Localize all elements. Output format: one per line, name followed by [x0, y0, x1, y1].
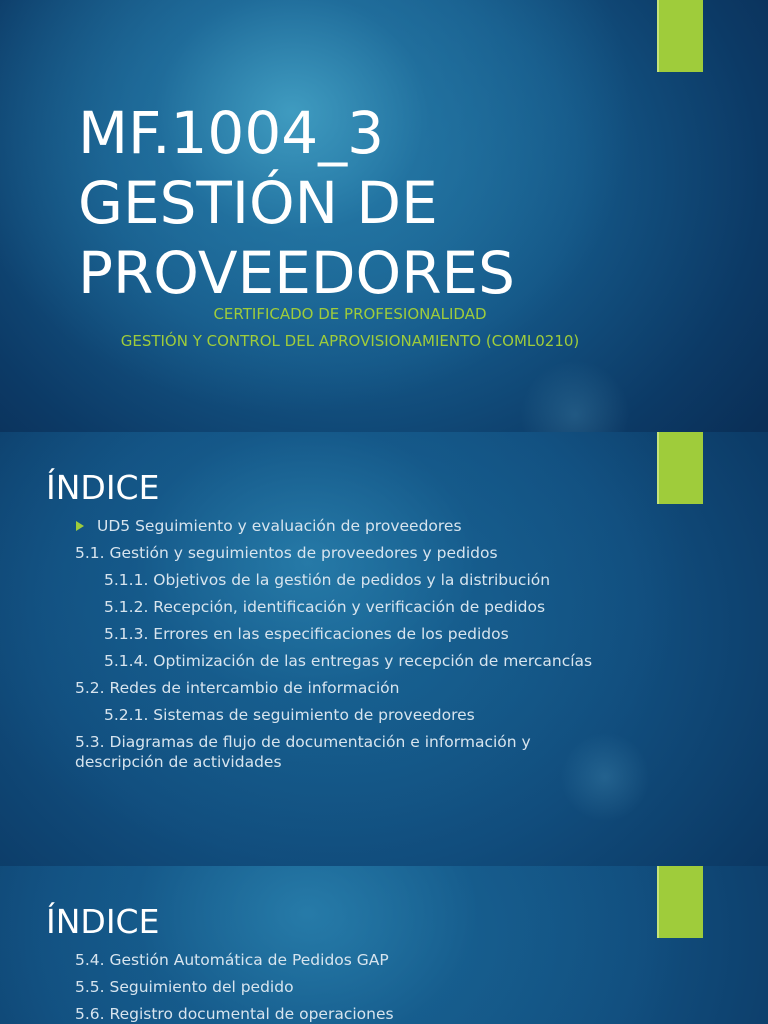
- accent-bar: [657, 866, 703, 938]
- index-slide-1[interactable]: [0, 432, 768, 866]
- index-heading: ÍNDICE: [46, 468, 160, 507]
- toc-item: [0, 651, 660, 671]
- toc-item-label: 5.2. Redes de intercambio de información: [75, 679, 400, 697]
- accent-bar: [657, 0, 703, 72]
- table-of-contents: [0, 516, 660, 779]
- toc-item: [0, 597, 660, 617]
- toc-item: [0, 543, 660, 563]
- toc-item: [0, 516, 660, 536]
- triangle-bullet-icon: [76, 521, 84, 531]
- index-slide-2[interactable]: [0, 866, 768, 1024]
- toc-item: [0, 1004, 660, 1024]
- title-slide[interactable]: [0, 0, 768, 432]
- toc-item: [0, 950, 660, 970]
- toc-item-label: 5.3. Diagramas de flujo de documentación e información y descripción de actividades: [75, 733, 531, 771]
- index-heading: ÍNDICE: [46, 902, 160, 941]
- toc-item-label: 5.6. Registro documental de operaciones: [75, 1005, 394, 1023]
- table-of-contents: [0, 950, 660, 1024]
- toc-item: [0, 705, 660, 725]
- toc-item: [0, 977, 660, 997]
- toc-item-label: 5.2.1. Sistemas de seguimiento de proveedores: [104, 706, 475, 724]
- bokeh-decoration: [520, 360, 630, 432]
- toc-item-label: UD5 Seguimiento y evaluación de proveedores: [97, 517, 462, 535]
- subtitle-course: GESTIÓN Y CONTROL DEL APROVISIONAMIENTO (COML0210): [120, 332, 580, 350]
- title-line: PROVEEDORES: [78, 239, 515, 307]
- toc-item: [0, 732, 575, 772]
- accent-bar: [657, 432, 703, 504]
- toc-item-label: 5.1.3. Errores en las especificaciones de los pedidos: [104, 625, 509, 643]
- title-line: GESTIÓN DE: [78, 169, 438, 237]
- toc-item: [0, 678, 660, 698]
- subtitle-certificate: CERTIFICADO DE PROFESIONALIDAD: [213, 305, 487, 323]
- toc-item-label: 5.1.1. Objetivos de la gestión de pedidos y la distribución: [104, 571, 551, 589]
- title-line: MF.1004_3: [78, 99, 385, 167]
- presentation-title: [78, 98, 638, 308]
- toc-item-label: 5.1. Gestión y seguimientos de proveedores y pedidos: [75, 544, 498, 562]
- toc-item: [0, 624, 660, 644]
- toc-item-label: 5.5. Seguimiento del pedido: [75, 978, 294, 996]
- toc-item: [0, 570, 660, 590]
- toc-item-label: 5.1.2. Recepción, identificación y verificación de pedidos: [104, 598, 546, 616]
- toc-item-label: 5.1.4. Optimización de las entregas y recepción de mercancías: [104, 652, 593, 670]
- toc-item-label: 5.4. Gestión Automática de Pedidos GAP: [75, 951, 389, 969]
